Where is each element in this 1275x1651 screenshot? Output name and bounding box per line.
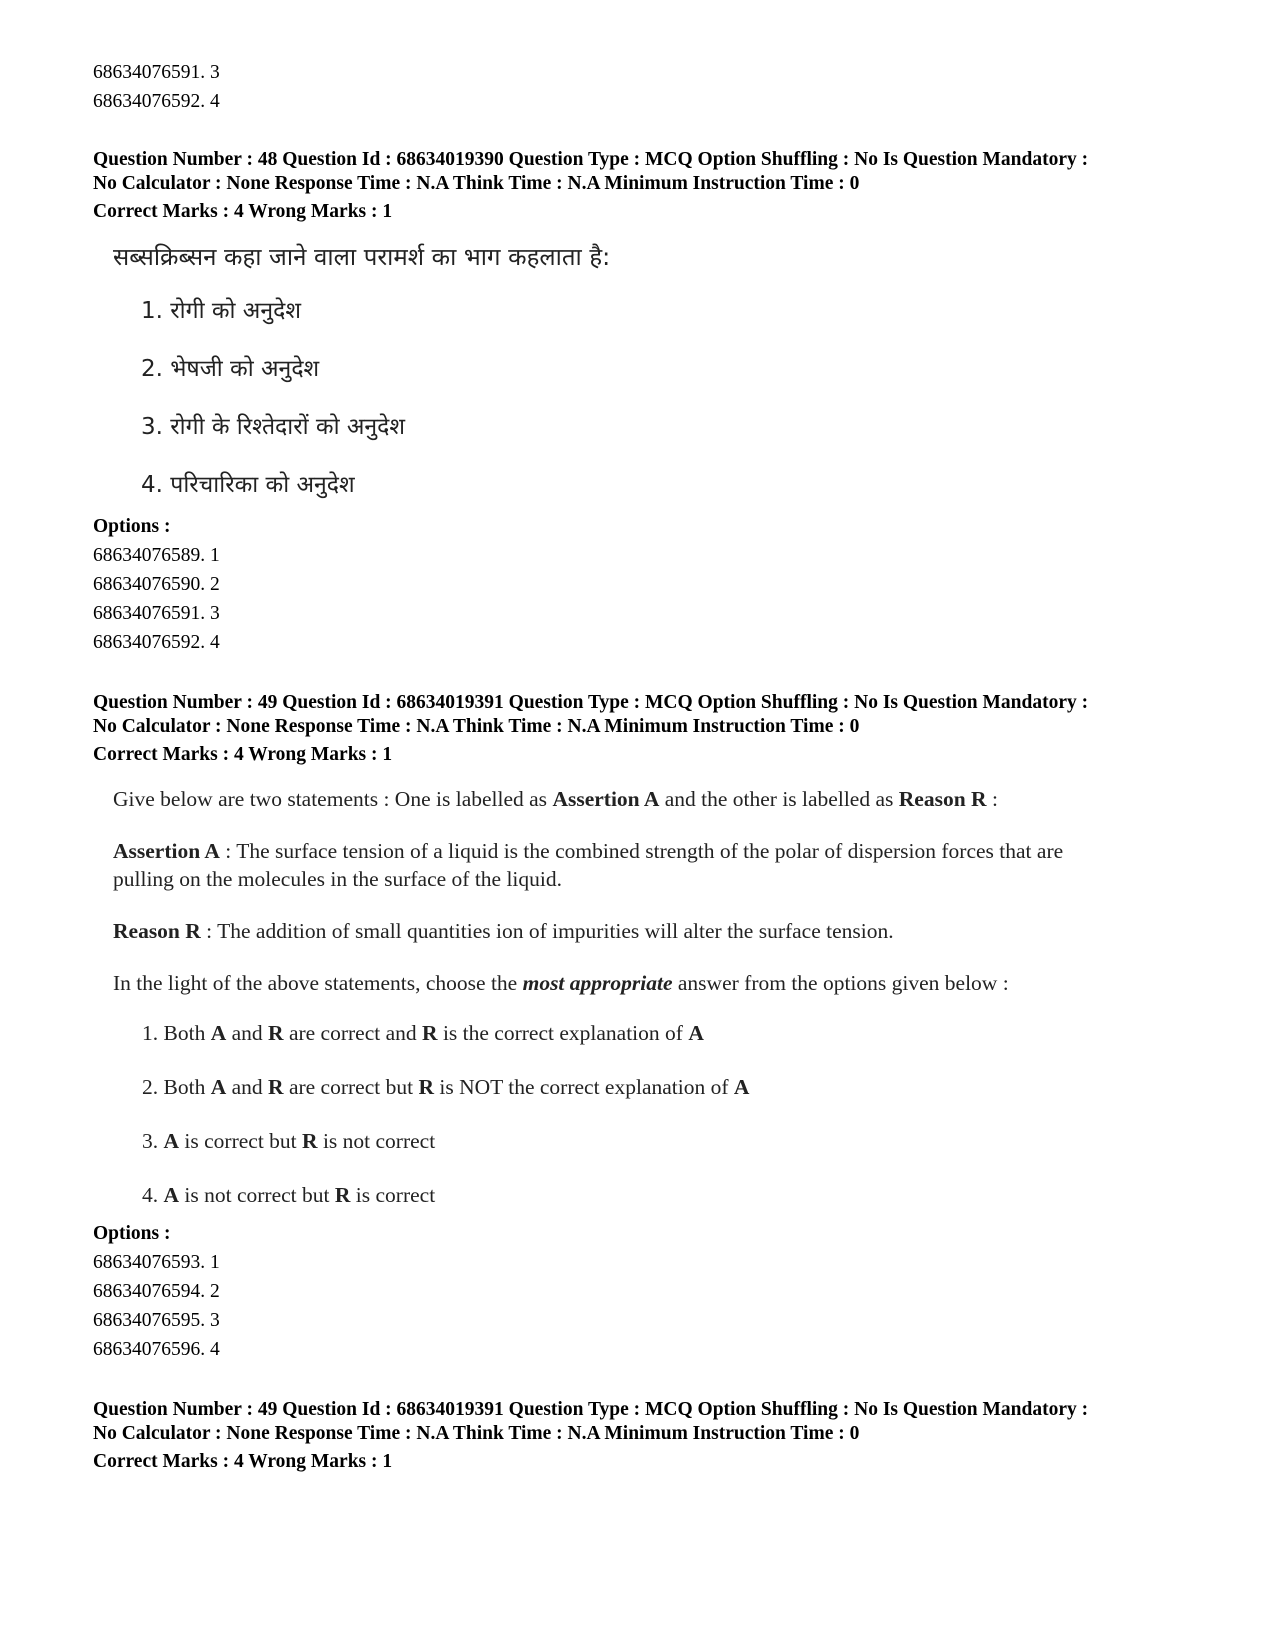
choice-1: 1. Both A and R are correct and R is the correct explanation of A (142, 1021, 704, 1045)
meta-line-1: Question Number : 48 Question Id : 68634019390 Question Type : MCQ Option Shuffling : No Is Question Mandatory : (93, 149, 1089, 170)
option-line: 68634076593. 1 (93, 1252, 220, 1273)
choice-2: 2. Both A and R are correct but R is NOT the correct explanation of A (142, 1075, 750, 1099)
option-line: 68634076594. 2 (93, 1281, 220, 1302)
instruction: In the light of the above statements, choose the most appropriate answer from the options given below : (113, 971, 1009, 995)
options-label: Options : (93, 516, 171, 537)
option-line: 68634076595. 3 (93, 1310, 220, 1331)
previous-options (93, 58, 1193, 116)
meta-line-2: No Calculator : None Response Time : N.A Think Time : N.A Minimum Instruction Time : 0 (93, 1423, 860, 1444)
choice-1: 1. रोगी को अनुदेश (141, 298, 301, 324)
document-page (93, 58, 1193, 1474)
marks-line: Correct Marks : 4 Wrong Marks : 1 (93, 201, 393, 222)
question-stem: सब्सक्रिब्सन कहा जाने वाला परामर्श का भाग कहलाता है: (113, 243, 611, 271)
question-48 (93, 148, 1193, 657)
statement-intro: Give below are two statements : One is labelled as Assertion A and the other is labelled as Reason R : (113, 787, 998, 811)
choice-3: 3. रोगी के रिश्तेदारों को अनुदेश (141, 414, 406, 440)
options-label: Options : (93, 1223, 171, 1244)
option-line: 68634076591. 3 (93, 603, 220, 624)
choice-4: 4. A is not correct but R is correct (142, 1183, 436, 1207)
choice-4: 4. परिचारिका को अनुदेश (141, 472, 355, 498)
option-line: 68634076591. 3 (93, 62, 220, 83)
meta-line-2: No Calculator : None Response Time : N.A Think Time : N.A Minimum Instruction Time : 0 (93, 716, 860, 737)
options-section (93, 512, 1193, 657)
reason: Reason R : The addition of small quantities ion of impurities will alter the surface tension. (113, 919, 894, 943)
meta-line-1: Question Number : 49 Question Id : 68634019391 Question Type : MCQ Option Shuffling : No Is Question Mandatory : (93, 692, 1089, 713)
question-body (113, 240, 1193, 502)
meta-line-2: No Calculator : None Response Time : N.A Think Time : N.A Minimum Instruction Time : 0 (93, 173, 860, 194)
choice-3: 3. A is correct but R is not correct (142, 1129, 436, 1153)
option-line: 68634076596. 4 (93, 1339, 220, 1360)
option-line: 68634076589. 1 (93, 545, 220, 566)
question-meta (93, 1398, 1193, 1474)
marks-line: Correct Marks : 4 Wrong Marks : 1 (93, 744, 393, 765)
marks-line: Correct Marks : 4 Wrong Marks : 1 (93, 1451, 393, 1472)
option-line: 68634076592. 4 (93, 91, 220, 112)
choice-2: 2. भेषजी को अनुदेश (141, 356, 320, 382)
question-meta (93, 691, 1193, 767)
options-section (93, 1219, 1193, 1364)
question-49-repeat (93, 1398, 1193, 1474)
question-body (113, 785, 1193, 1209)
option-line: 68634076592. 4 (93, 632, 220, 653)
question-49 (93, 691, 1193, 1364)
question-meta (93, 148, 1193, 224)
meta-line-1: Question Number : 49 Question Id : 68634019391 Question Type : MCQ Option Shuffling : No Is Question Mandatory : (93, 1399, 1089, 1420)
option-line: 68634076590. 2 (93, 574, 220, 595)
assertion: Assertion A : The surface tension of a liquid is the combined strength of the polar of dispersion forces that are pulling on the molecules in the surface of the liquid. (113, 839, 1064, 891)
